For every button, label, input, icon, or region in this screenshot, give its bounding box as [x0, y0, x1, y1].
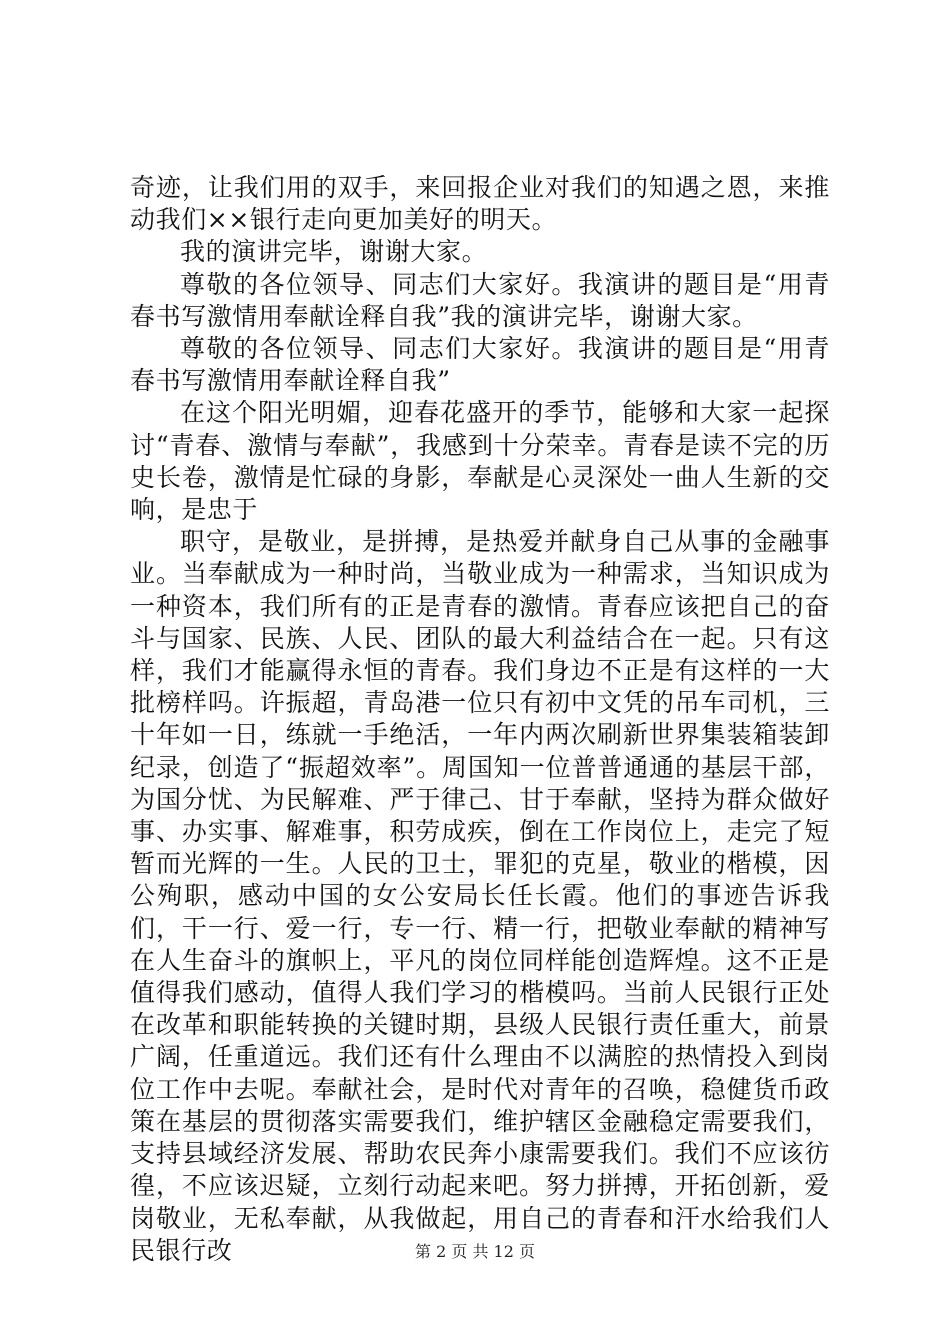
page-number-footer: 第 2 页 共 12 页: [415, 1242, 535, 1261]
paragraph: 在这个阳光明媚，迎春花盛开的季节，能够和大家一起探讨“青春、激情与奉献”，我感到十分荣幸。青春是读不完的历史长卷，激情是忙碌的身影，奉献是心灵深处一曲人生新的交响，是忠于: [130, 398, 830, 525]
paragraph: 尊敬的各位领导、同志们大家好。我演讲的题目是“用青春书写激情用奉献诠释自我”: [130, 334, 830, 396]
paragraph: 我的演讲完毕，谢谢大家。: [180, 237, 488, 267]
paragraph: 职守，是敬业，是拼搏，是热爱并献身自己从事的金融事业。当奉献成为一种时尚，当敬业成为一种需求，当知识成为一种资本，我们所有的正是青春的激情。青春应该把自己的奋斗与国家、民族、人民、团队的最大利益结合在一起。只有这样，我们才能赢得永恒的青春。我们身边不正是有这样的一大批榜样吗。许振超，青岛港一位只有初中文凭的吊车司机，三十年如一日，练就一手绝活，一年内两次刷新世界集装箱装卸纪录，创造了“振超效率”。周国知一位普普通通的基层干部，为国分忧、为民解难、严于律己、甘于奉献，坚持为群众做好事、办实事、解难事，积劳成疾，倒在工作岗位上，走完了短暂而光辉的一生。人民的卫士，罪犯的克星，敬业的楷模，因公殉职，感动中国的女公安局长任长霞。他们的事迹告诉我们，干一行、爱一行，专一行、精一行，把敬业奉献的精神写在人生奋斗的旗帜上，平凡的岗位同样能创造辉煌。这不正是值得我们感动，值得人我们学习的楷模吗。当前人民银行正处在改革和职能转换的关键时期，县级人民银行责任重大，前景广阔，任重道远。我们还有什么理由不以满腔的热情投入到岗位工作中去呢。奉献社会，是时代对青年的召唤，稳健货币政策在基层的贯彻落实需要我们，维护辖区金融稳定需要我们，支持县域经济发展、帮助农民奔小康需要我们。我们不应该彷徨，不应该迟疑，立刻行动起来吧。努力拼搏，开拓创新，爱岗敬业，无私奉献，从我做起，用自己的青春和汗水给我们人民银行改: [130, 527, 830, 1265]
paragraph: 奇迹，让我们用的双手，来回报企业对我们的知遇之恩，来推动我们××银行走向更加美好的明天。: [130, 173, 830, 235]
paragraph: 尊敬的各位领导、同志们大家好。我演讲的题目是“用青春书写激情用奉献诠释自我”我的演讲完毕，谢谢大家。: [130, 269, 830, 331]
document-body: [130, 172, 830, 1267]
